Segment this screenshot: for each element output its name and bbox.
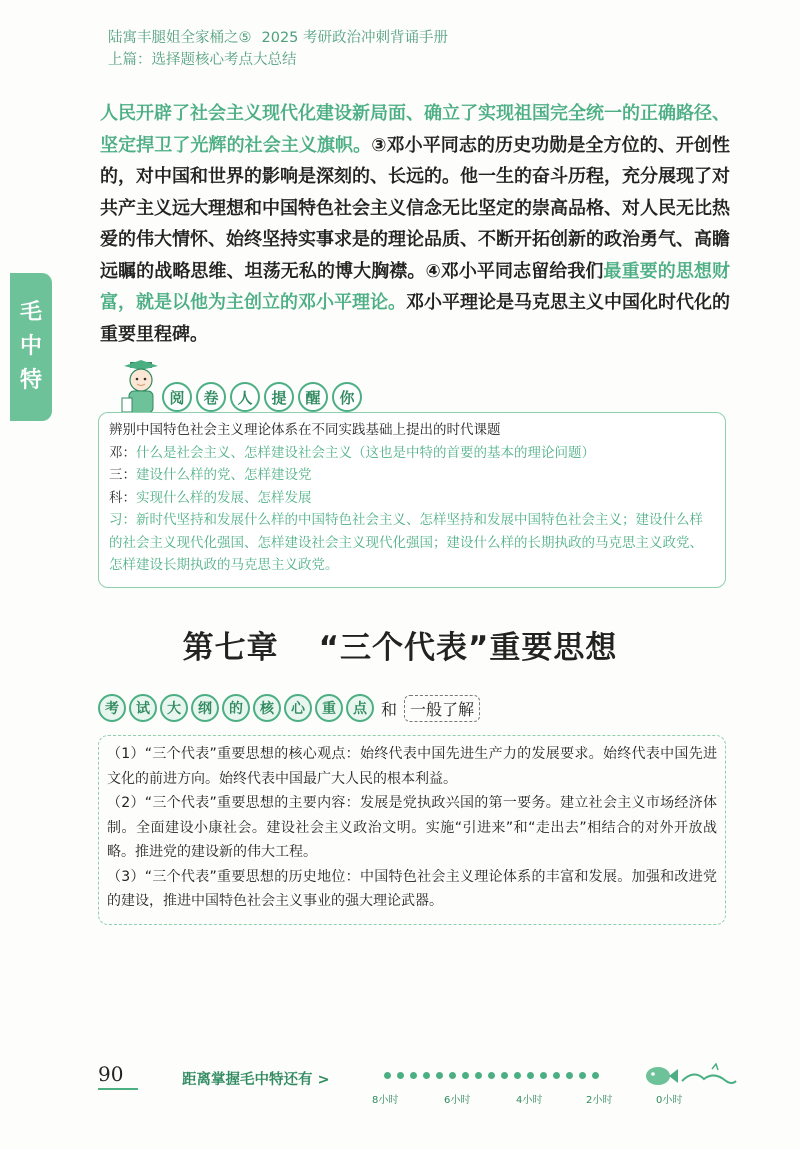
body-text: 邓小平理论是马克思主义中国化时代化的重要里程碑。 [100, 292, 730, 345]
timeline-label: 4小时 [516, 1095, 543, 1106]
tip-value: 什么是社会主义、怎样建设社会主义（这也是中特的首要的基本的理论问题） [136, 444, 595, 461]
side-tab-char: 中 [19, 334, 42, 359]
progress-dot [566, 1072, 573, 1079]
outline-char: 核 [253, 694, 281, 722]
tip-title-char: 人 [230, 382, 260, 412]
tip-title-char: 卷 [196, 382, 226, 412]
outline-char: 重 [315, 694, 343, 722]
progress-dot [449, 1072, 456, 1079]
running-header [108, 28, 448, 70]
highlight-text: 人民开辟了社会主义现代化建设新局面、确立了实现祖国完全统一的正确路径、坚定捍卫了光辉的社会主义旗帜。 [100, 103, 730, 156]
key-points-box [98, 735, 726, 925]
tip-row [109, 487, 715, 510]
tip-value: 建设什么样的党、怎样建设党 [136, 467, 312, 483]
outline-and: 和 [381, 699, 398, 719]
chapter-title: “三个代表”重要思想 [318, 630, 618, 666]
timeline-label: 8小时 [372, 1095, 399, 1106]
progress-dot [579, 1072, 586, 1079]
progress-dot [553, 1072, 560, 1079]
side-tab [10, 273, 52, 421]
tip-title-char: 阅 [162, 382, 192, 412]
timeline-label: 0小时 [656, 1095, 683, 1106]
fish-icon [642, 1063, 738, 1089]
highlight-text: 最重要的思想财富，就是以他为主创立的邓小平理论。 [100, 260, 731, 313]
key-point: （1）“三个代表”重要思想的核心观点：始终代表中国先进生产力的发展要求。始终代表中国先进文化的前进方向。始终代表中国最广大人民的根本利益。 [107, 746, 717, 787]
chapter-number: 第七章 [182, 630, 279, 666]
body-text: ③邓小平同志的历史功勋是全方位的、开创性的，对中国和世界的影响是深刻的、长远的。他一生的奋斗历程，充分展现了对共产主义远大理想和中国特色社会主义信念无比坚定的崇高品格、对人民无比热爱的伟大情怀、始终坚持实事求是的理论品质、不断开拓创新的政治勇气、高瞻远瞩的战略思维、坦荡无私的博大胸襟。④邓小平同志留给我们 [100, 134, 730, 282]
tip-intro: 辨别中国特色社会主义理论体系在不同实践基础上提出的时代课题 [109, 422, 501, 438]
tip-title-char: 醒 [298, 382, 328, 412]
outline-char: 试 [129, 694, 157, 722]
body-paragraph [100, 98, 730, 350]
outline-char: 考 [98, 694, 126, 722]
series-title: 陆寓丰腿姐全家桶之⑤ [108, 30, 252, 46]
page-number [98, 1062, 138, 1090]
tip-key: 三： [109, 467, 136, 483]
page-number-text: 90 [98, 1062, 124, 1086]
progress-dot [540, 1072, 547, 1079]
outline-char: 的 [222, 694, 250, 722]
outline-general: 一般了解 [404, 695, 480, 722]
progress-dot [488, 1072, 495, 1079]
key-point: （2）“三个代表”重要思想的主要内容：发展是党执政兴国的第一要务。建立社会主义市场经济体制。全面建设小康社会。建设社会主义政治文明。实施“引进来”和“走出去”相结合的对外开放战略。推进党的建设新的伟大工程。 [107, 795, 717, 860]
side-tab-char: 特 [19, 368, 42, 393]
chapter-heading [0, 622, 800, 667]
outline-char: 点 [346, 694, 374, 722]
section-title: 上篇：选择题核心考点大总结 [108, 52, 297, 68]
tip-title-char: 提 [264, 382, 294, 412]
tip-row [109, 509, 715, 577]
timeline-label: 2小时 [586, 1095, 613, 1106]
tip-value: 新时代坚持和发展什么样的中国特色社会主义、怎样坚持和发展中国特色社会主义；建设什么样的社会主义现代化强国、怎样建设社会主义现代化强国；建设什么样的长期执政的马克思主义政党、怎样建设长期执政的马克思主义政党。 [109, 512, 703, 573]
tip-key: 邓： [109, 444, 136, 461]
outline-char: 心 [284, 694, 312, 722]
mascot-icon [118, 360, 164, 420]
tip-title-char: 你 [332, 382, 362, 412]
progress-dot [410, 1072, 417, 1079]
progress-dot [475, 1072, 482, 1079]
tip-row [109, 464, 715, 487]
outline-char: 纲 [191, 694, 219, 722]
progress-dot [514, 1072, 521, 1079]
progress-dot [423, 1072, 430, 1079]
progress-dot [462, 1072, 469, 1079]
progress-dot [397, 1072, 404, 1079]
tip-key: 习： [109, 512, 136, 528]
outline-heading [98, 694, 480, 722]
tip-title [162, 382, 362, 412]
progress-dots [384, 1072, 599, 1079]
progress-text: 距离掌握毛中特还有 > [182, 1072, 330, 1088]
tip-value: 实现什么样的发展、怎样发展 [136, 489, 312, 506]
progress-dot [384, 1072, 391, 1079]
book-title: 2025 考研政治冲刺背诵手册 [261, 30, 449, 46]
page-number-underline [98, 1088, 138, 1090]
tip-row [109, 442, 715, 465]
progress-dot [527, 1072, 534, 1079]
tip-key: 科： [109, 489, 136, 506]
progress-dot [592, 1072, 599, 1079]
tip-box [98, 412, 726, 588]
progress-dot [501, 1072, 508, 1079]
progress-dot [436, 1072, 443, 1079]
key-point: （3）“三个代表”重要思想的历史地位：中国特色社会主义理论体系的丰富和发展。加强和改进党的建设，推进中国特色社会主义事业的强大理论武器。 [107, 868, 717, 909]
timeline-label: 6小时 [444, 1095, 471, 1106]
outline-char: 大 [160, 694, 188, 722]
progress-timeline [372, 1091, 702, 1107]
side-tab-char: 毛 [19, 300, 42, 325]
